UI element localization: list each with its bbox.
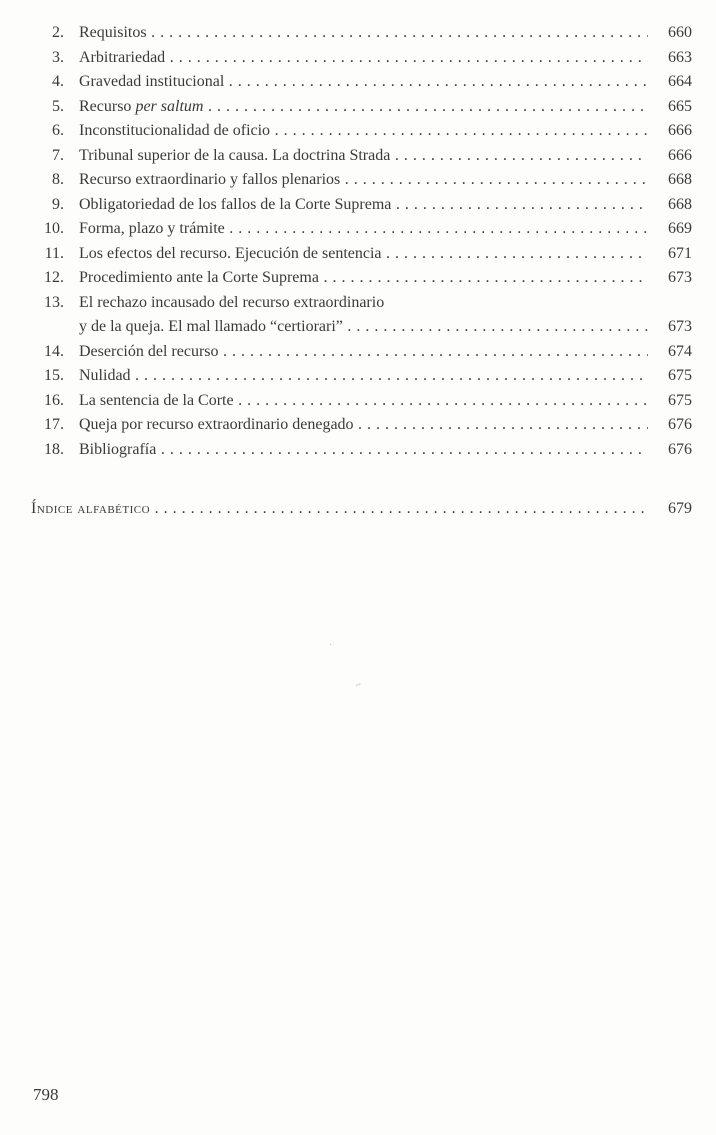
entry-page: 664 xyxy=(652,70,692,95)
toc-entry-12 xyxy=(30,266,692,291)
entry-page: 665 xyxy=(652,95,692,120)
toc-entry-3 xyxy=(30,46,692,71)
entry-title: Procedimiento ante la Corte Suprema . . . xyxy=(79,266,648,291)
entry-number: 13. xyxy=(44,293,64,311)
entry-number: 5. xyxy=(52,97,64,115)
entry-page: 675 xyxy=(652,389,692,414)
toc-entry-2 xyxy=(30,21,692,46)
toc-entry-8 xyxy=(30,168,692,193)
entry-page: 668 xyxy=(652,168,692,193)
entry-number: 7. xyxy=(52,146,64,164)
entry-page: 673 xyxy=(652,266,692,291)
entry-title: Forma, plazo y trámite . . . xyxy=(79,217,648,242)
entry-page: 676 xyxy=(652,413,692,438)
entry-title-line-2: y de la queja. El mal llamado “certiorari” . . . xyxy=(79,315,648,340)
entry-title: La sentencia de la Corte . . . xyxy=(79,389,648,414)
entry-number: 10. xyxy=(44,220,64,237)
entry-title: Nulidad . . . xyxy=(79,364,648,389)
entry-title: Queja por recurso extraordinario denegado . . . xyxy=(79,413,648,438)
entry-page: 674 xyxy=(652,340,692,365)
entry-title: Gravedad institucional . . . xyxy=(79,70,648,95)
entry-number: 2. xyxy=(52,24,64,41)
entry-title: Requisitos . . . xyxy=(79,21,648,46)
entry-page: 676 xyxy=(652,438,692,463)
index-page: 679 xyxy=(648,497,692,521)
entry-number: 6. xyxy=(52,122,64,139)
entry-number: 15. xyxy=(44,367,64,384)
entry-page: 668 xyxy=(652,193,692,218)
index-entry xyxy=(31,497,692,521)
toc-entry-4 xyxy=(30,70,692,95)
toc-entry-9 xyxy=(30,193,692,218)
entry-page: 663 xyxy=(652,46,692,71)
index-label: Índice alfabético . . . xyxy=(31,500,692,517)
entry-title: Recurso extraordinario y fallos plenarios . . . xyxy=(79,168,648,193)
page-speck: · xyxy=(329,640,333,651)
entry-title: Arbitrariedad . . . xyxy=(79,46,648,71)
toc-entry-6 xyxy=(30,119,692,144)
entry-title-prefix: Recurso xyxy=(79,97,136,115)
entry-title xyxy=(79,95,648,120)
entry-title-line-1: El rechazo incausado del recurso extraordinario xyxy=(79,293,385,311)
entry-page: 671 xyxy=(652,242,692,267)
entry-number: 12. xyxy=(44,269,64,286)
entry-page: 660 xyxy=(652,21,692,46)
entry-number: 8. xyxy=(52,171,64,188)
entry-number: 3. xyxy=(52,48,64,66)
entry-page: 666 xyxy=(652,119,692,144)
toc-entry-15 xyxy=(30,364,692,389)
entry-title: Tribunal superior de la causa. La doctrina Strada . . . xyxy=(79,144,648,169)
entry-title: Deserción del recurso . . . xyxy=(79,340,648,365)
entry-number: 11. xyxy=(44,244,64,262)
table-of-contents xyxy=(30,21,692,462)
toc-entry-17 xyxy=(30,413,692,438)
page-number: 798 xyxy=(33,1085,59,1104)
toc-entry-16 xyxy=(30,389,692,414)
entry-title: Los efectos del recurso. Ejecución de sentencia . . . xyxy=(79,242,648,267)
entry-page: 675 xyxy=(652,364,692,389)
toc-entry-14 xyxy=(30,340,692,365)
entry-page: 666 xyxy=(652,144,692,169)
entry-title: Bibliografía . . . xyxy=(79,438,648,463)
entry-title-italic: per saltum xyxy=(135,97,204,115)
entry-number: 16. xyxy=(44,391,64,409)
toc-entry-10 xyxy=(30,217,692,242)
entry-number: 17. xyxy=(44,416,64,433)
entry-number: 18. xyxy=(44,440,64,458)
page-speck: ~ xyxy=(353,679,364,692)
entry-title: Obligatoriedad de los fallos de la Corte Suprema . . . xyxy=(79,193,648,218)
toc-entry-13 xyxy=(30,291,692,340)
toc-entry-7 xyxy=(30,144,692,169)
toc-entry-5 xyxy=(30,95,692,120)
entry-number: 9. xyxy=(52,195,64,213)
entry-page: 673 xyxy=(652,315,692,340)
toc-entry-11 xyxy=(30,242,692,267)
entry-number: 4. xyxy=(52,73,64,90)
entry-page: 669 xyxy=(652,217,692,242)
entry-number: 14. xyxy=(44,342,64,360)
toc-entry-18 xyxy=(30,438,692,463)
entry-title: Inconstitucionalidad de oficio . . . xyxy=(79,119,648,144)
